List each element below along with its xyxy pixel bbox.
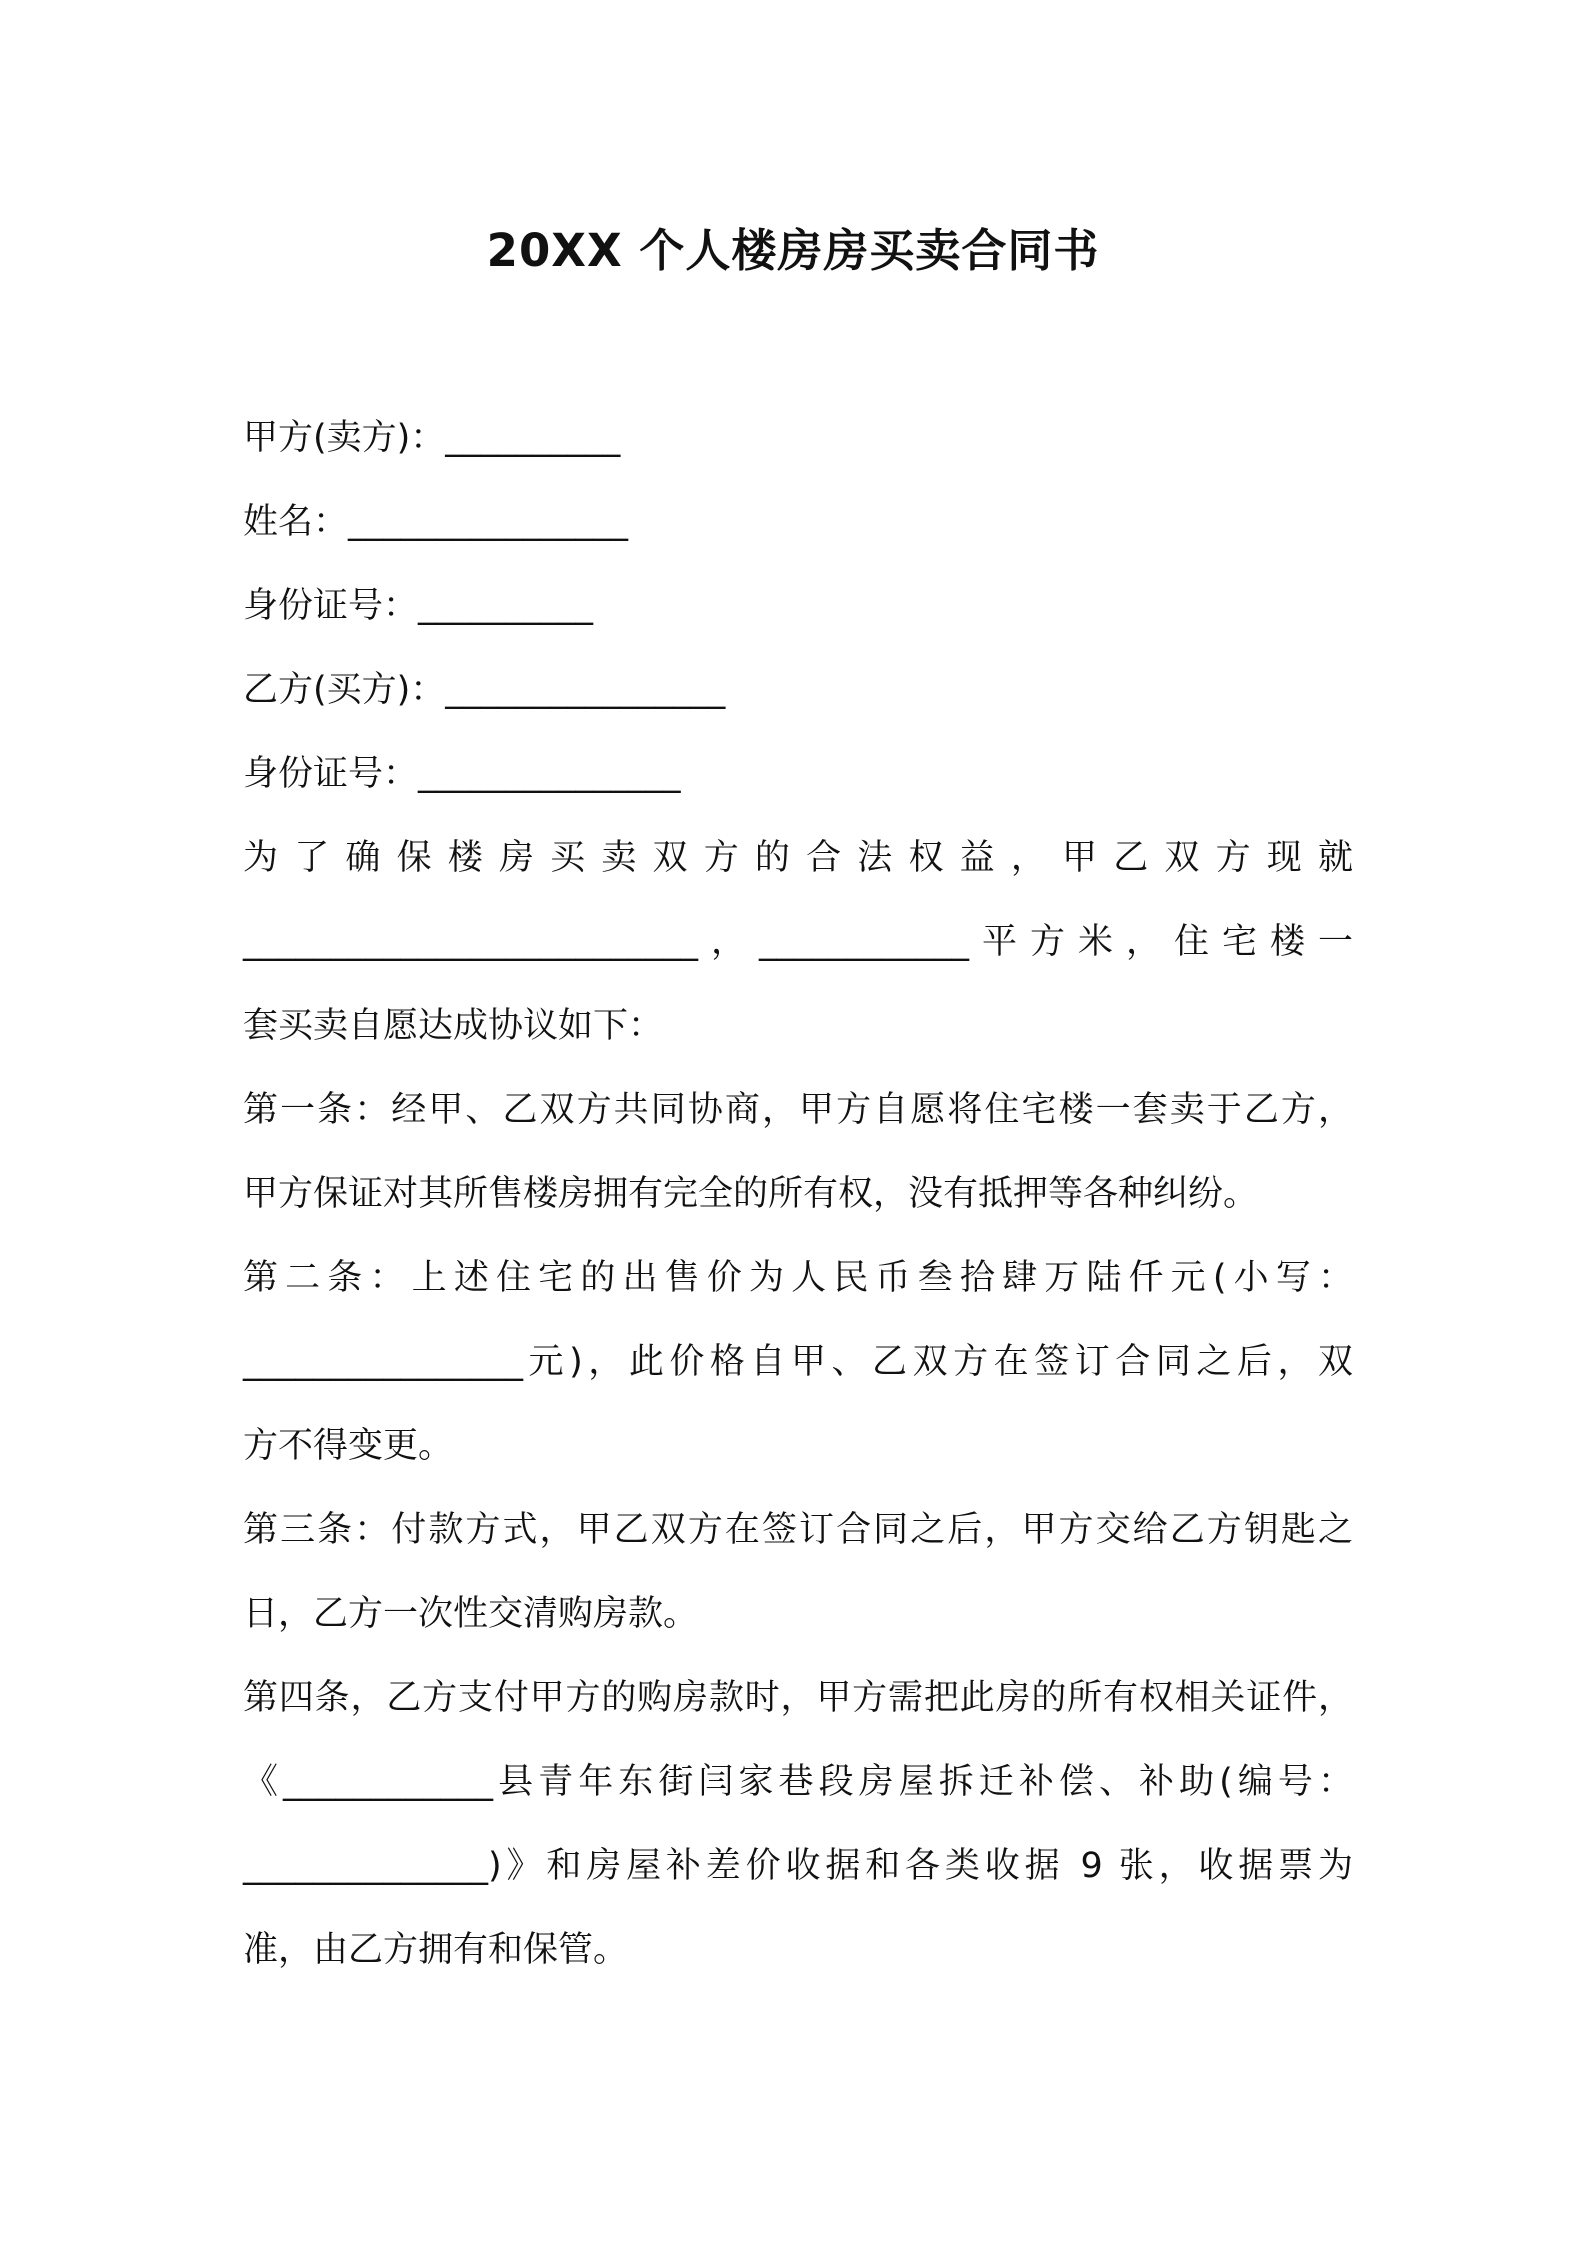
- seller-id-line: 身份证号：__________: [243, 586, 594, 626]
- document-title: 20XX 个人楼房房买卖合同书: [486, 224, 1100, 277]
- seller-party-line: 甲方(卖方)：__________: [243, 418, 621, 458]
- article-2-line-3: 方不得变更。: [243, 1426, 454, 1466]
- buyer-id-line: 身份证号：_______________: [243, 754, 681, 794]
- article-4-line-1: 第四条，乙方支付甲方的购房款时，甲方需把此房的所有权相关证件，: [243, 1678, 1353, 1718]
- preamble-line-1: 为 了 确 保 楼 房 买 卖 双 方 的 合 法 权 益 ， 甲 乙 双 方 现 就: [243, 838, 1353, 878]
- article-1-line-1: 第一条：经甲、乙双方共同协商，甲方自愿将住宅楼一套卖于乙方，: [243, 1090, 1353, 1130]
- article-2-line-2: ________________元)，此价格自甲、乙双方在签订合同之后，双: [243, 1342, 1353, 1382]
- article-4-line-4: 准，由乙方拥有和保管。: [243, 1930, 629, 1970]
- article-4-line-2: 《____________县青年东街闫家巷段房屋拆迁补偿、补助(编号：: [243, 1762, 1353, 1802]
- article-4-line-3: ______________)》和房屋补差价收据和各类收据 9 张，收据票为: [243, 1846, 1353, 1886]
- preamble-line-2: __________________________，____________平方米，住宅楼一: [243, 922, 1353, 962]
- article-3-line-2: 日，乙方一次性交清购房款。: [243, 1594, 699, 1634]
- seller-name-line: 姓名：________________: [243, 502, 629, 542]
- buyer-party-line: 乙方(买方)：________________: [243, 670, 726, 710]
- article-1-line-2: 甲方保证对其所售楼房拥有完全的所有权，没有抵押等各种纠纷。: [243, 1174, 1259, 1214]
- article-2-line-1: 第二条：上述住宅的出售价为人民币叁拾肆万陆仟元(小写：: [243, 1258, 1353, 1298]
- preamble-line-3: 套买卖自愿达成协议如下：: [243, 1006, 664, 1046]
- article-3-line-1: 第三条：付款方式，甲乙双方在签订合同之后，甲方交给乙方钥匙之: [243, 1510, 1353, 1550]
